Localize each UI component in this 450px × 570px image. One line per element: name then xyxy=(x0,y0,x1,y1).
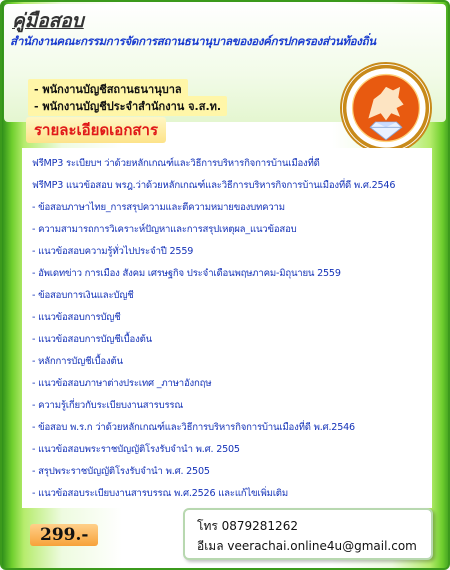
list-item: - ความรู้เกี่ยวกับระเบียบงานสารบรรณ xyxy=(32,400,184,411)
position-item-1: - พนักงานบัญชีสถานธนานุบาล xyxy=(34,80,182,98)
document-contents-panel xyxy=(22,148,432,508)
list-item: - ข้อสอบการเงินและบัญชี xyxy=(32,290,134,301)
list-item: - อัพเดทข่าว การเมือง สังคม เศรษฐกิจ ประจำเดือนพฤษภาคม-มิถุนายน 2559 xyxy=(32,268,341,279)
contact-email: อีเมล veerachai.online4u@gmail.com xyxy=(197,539,417,553)
list-item: - แนวข้อสอบความรู้ทั่วไปประจำปี 2559 xyxy=(32,246,194,257)
agency-subtitle: สำนักงานคณะกรรมการจัดการสถานธนานุบาลขององค์กรปกครองส่วนท้องถิ่น xyxy=(10,34,376,48)
list-item: ฟรีMP3 ระเบียบฯ ว่าด้วยหลักเกณฑ์และวิธีการบริหารกิจการบ้านเมืองที่ดี xyxy=(32,158,320,169)
contact-box xyxy=(183,508,433,560)
lion-diamond-seal-icon xyxy=(340,62,432,154)
document-details-label: รายละเอียดเอกสาร xyxy=(26,117,166,143)
list-item: - แนวข้อสอบการบัญชีเบื้องต้น xyxy=(32,334,152,345)
list-item: - ความสามารถการวิเคราะห์ปัญหาและการสรุปเหตุผล_แนวข้อสอบ xyxy=(32,224,297,235)
position-item-2: - พนักงานบัญชีประจำสำนักงาน จ.ส.ท. xyxy=(34,97,221,115)
list-item: - แนวข้อสอบพระราชบัญญัติโรงรับจำนำ พ.ศ. 2505 xyxy=(32,444,240,455)
list-item: ฟรีMP3 แนวข้อสอบ พรฎ.ว่าด้วยหลักเกณฑ์และวิธีการบริหารกิจการบ้านเมืองที่ดี พ.ศ.2546 xyxy=(32,180,396,191)
list-item: - หลักการบัญชีเบื้องต้น xyxy=(32,356,123,367)
list-item: - ข้อสอบภาษาไทย_การสรุปความและตีความหมายของบทความ xyxy=(32,202,285,213)
list-item: - แนวข้อสอบภาษาต่างประเทศ _ภาษาอังกฤษ xyxy=(32,378,212,389)
list-item: - แนวข้อสอบการบัญชี xyxy=(32,312,121,323)
list-item: - ข้อสอบ พ.ร.ก ว่าด้วยหลักเกณฑ์และวิธีการบริหารกิจการบ้านเมืองที่ดี พ.ศ.2546 xyxy=(32,422,355,433)
list-item: - สรุปพระราชบัญญัติโรงรับจำนำ พ.ศ. 2505 xyxy=(32,466,210,477)
page-title: คู่มือสอบ xyxy=(12,10,84,32)
list-item: - แนวข้อสอบระเบียบงานสารบรรณ พ.ศ.2526 และแก้ไขเพิ่มเติม xyxy=(32,488,288,499)
contact-phone: โทร 0879281262 xyxy=(197,519,298,533)
price-tag: 299.- xyxy=(30,524,98,546)
